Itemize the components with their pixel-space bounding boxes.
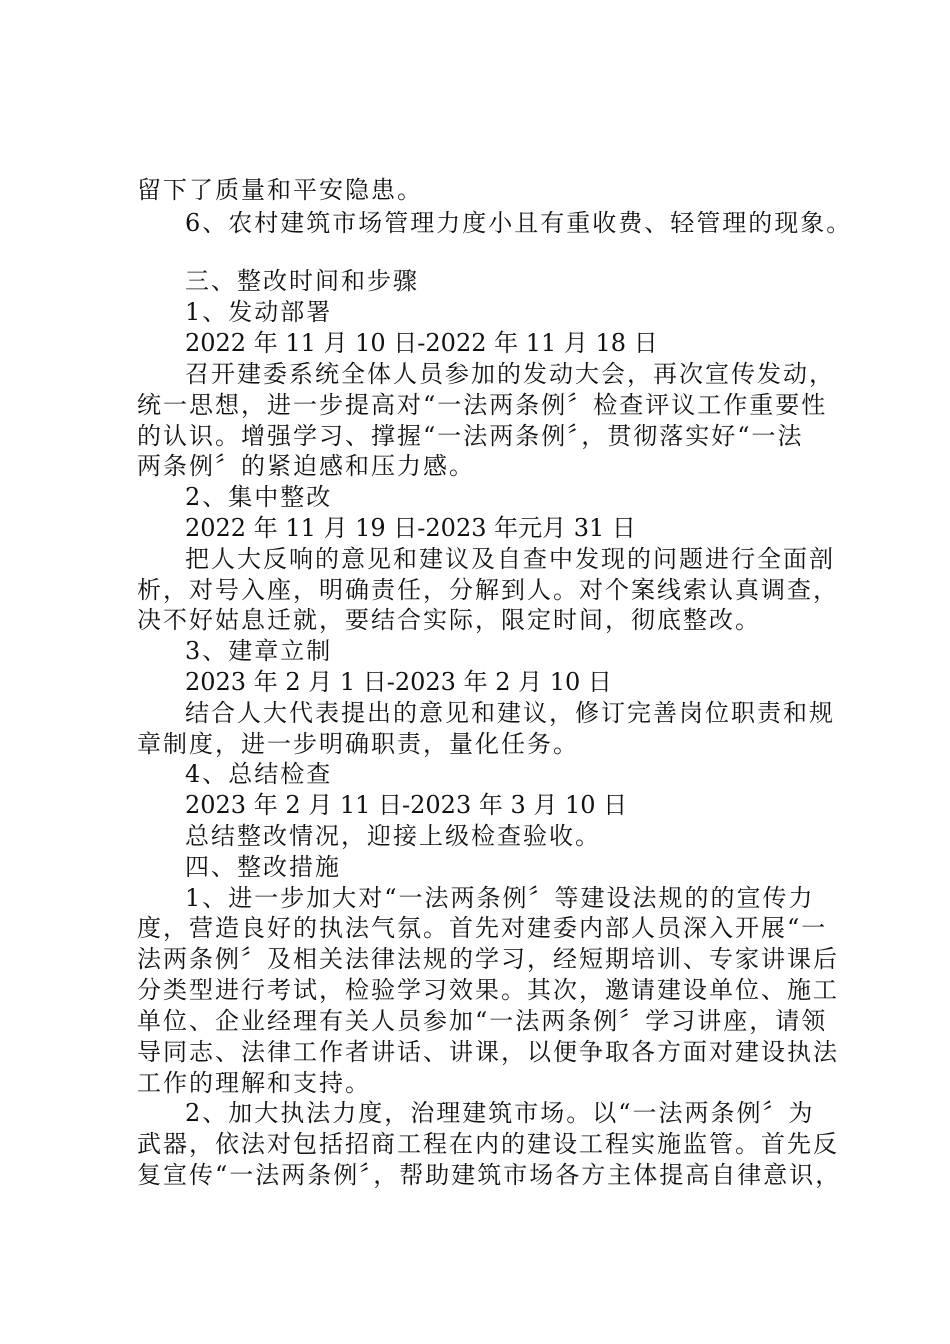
text-line: 决不好姑息迁就，要结合实际，限定时间，彻底整改。 [137, 606, 761, 634]
text-line: 留下了质量和平安隐患。 [137, 176, 423, 204]
subsection-heading: 2、集中整改 [185, 483, 333, 511]
text-line: 统一思想，进一步提高对“一法两条例〞检查评议工作重要性 [137, 391, 828, 419]
date-range: 2023 年 2 月 11 日-2023 年 3 月 10 日 [185, 791, 628, 819]
text-line: 法两条例〞及相关法律法规的学习，经短期培训、专家讲课后 [137, 945, 839, 973]
subsection-heading: 3、建章立制 [185, 637, 333, 665]
text-line: 把人大反响的意见和建议及自查中发现的问题进行全面剖 [185, 545, 835, 573]
text-line: 结合人大代表提出的意见和建议，修订完善岗位职责和规 [185, 699, 835, 727]
date-range: 2023 年 2 月 1 日-2023 年 2 月 10 日 [185, 668, 612, 696]
date-range: 2022 年 11 月 19 日-2023 年元月 31 日 [185, 514, 636, 542]
text-line: 两条例〞的紧迫感和压力感。 [137, 452, 475, 480]
text-line: 召开建委系统全体人员参加的发动大会，再次宣传发动， [185, 360, 835, 388]
text-line: 析，对号入座，明确责任，分解到人。对个案线索认真调查， [137, 576, 839, 604]
text-line: 1、进一步加大对“一法两条例〞等建设法规的的宣传力 [185, 884, 815, 912]
text-line: 6、农村建筑市场管理力度小且有重收费、轻管理的现象。 [185, 209, 853, 237]
subsection-heading: 4、总结检查 [185, 760, 333, 788]
text-line: 分类型进行考试，检验学习效果。其次，邀请建设单位、施工 [137, 976, 839, 1004]
date-range: 2022 年 11 月 10 日-2022 年 11 月 18 日 [185, 329, 658, 357]
section-heading: 三、整改时间和步骤 [185, 267, 419, 295]
text-line: 2、加大执法力度，治理建筑市场。以“一法两条例〞为 [185, 1099, 815, 1127]
text-line: 武器，依法对包括招商工程在内的建设工程实施监管。首先反 [137, 1130, 839, 1158]
text-line: 导同志、法律工作者讲话、讲课，以便争取各方面对建设执法 [137, 1038, 839, 1066]
text-line: 单位、企业经理有关人员参加“一法两条例〞学习讲座，请领 [137, 1007, 828, 1035]
text-line: 工作的理解和支持。 [137, 1069, 371, 1097]
text-line: 的认识。增强学习、撑握“一法两条例〞，贯彻落实好“一法 [137, 422, 804, 450]
subsection-heading: 1、发动部署 [185, 298, 333, 326]
section-heading: 四、整改措施 [185, 853, 341, 881]
text-line: 章制度，进一步明确职责，量化任务。 [137, 730, 579, 758]
text-line: 总结整改情况，迎接上级检查验收。 [185, 822, 601, 850]
text-line: 度，营造良好的执法气氛。首先对建委内部人员深入开展“一 [137, 914, 828, 942]
text-line: 复宣传“一法两条例〞，帮助建筑市场各方主体提高自律意识， [137, 1161, 842, 1189]
